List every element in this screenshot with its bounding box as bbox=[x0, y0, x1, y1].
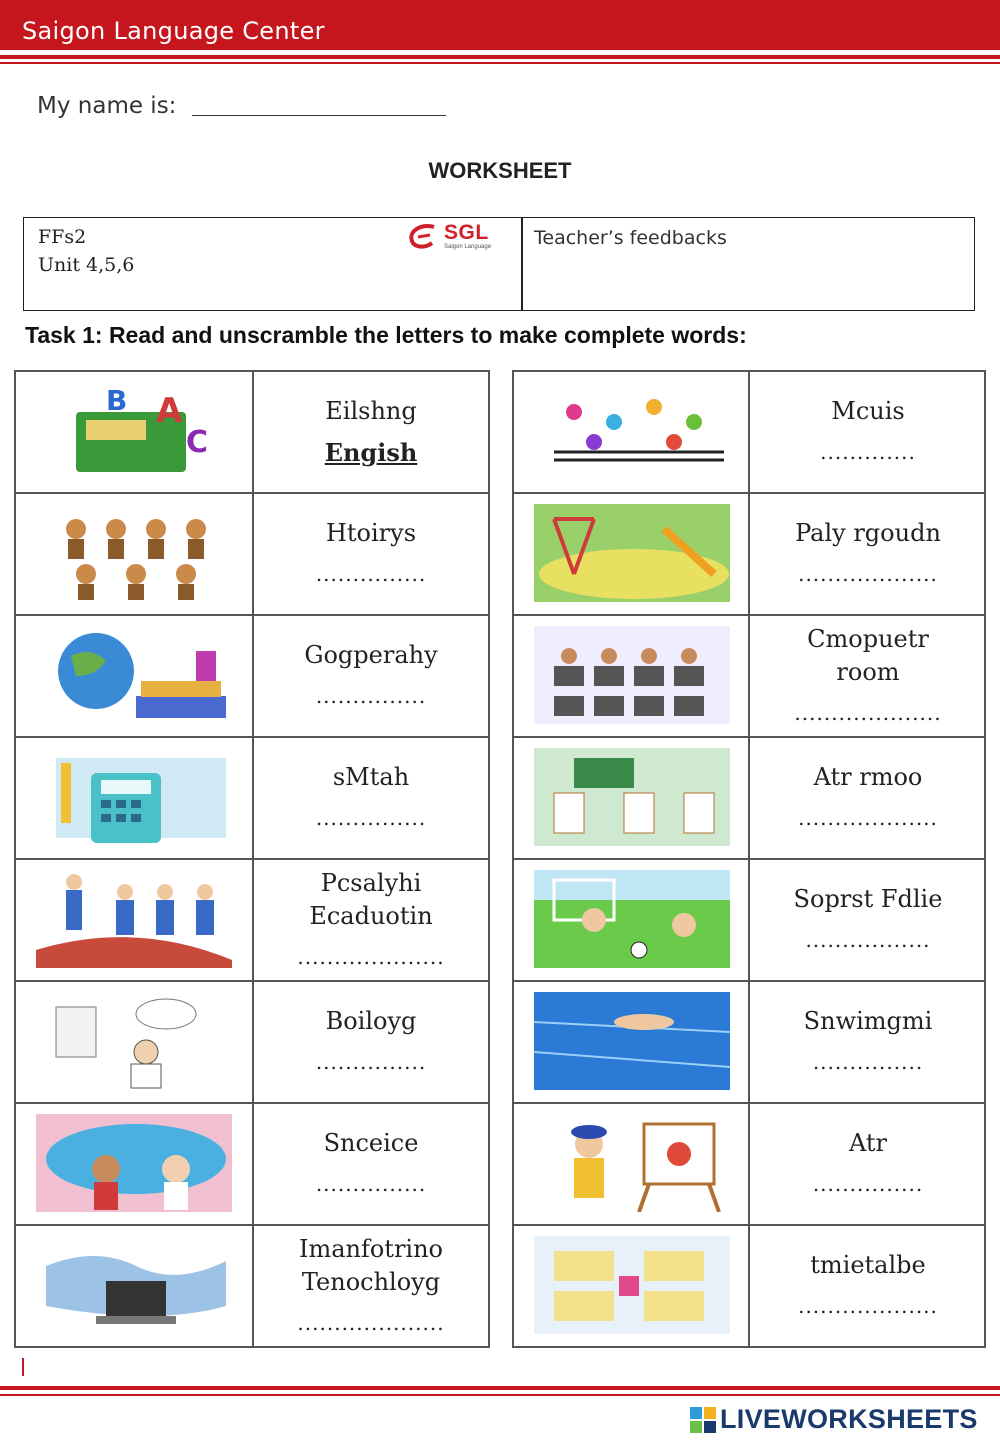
word-cell bbox=[752, 738, 984, 858]
word-cell bbox=[254, 616, 488, 736]
liveworksheets-logo-icon bbox=[690, 1407, 716, 1433]
task-row bbox=[14, 614, 490, 736]
word-cell bbox=[254, 372, 488, 492]
answer-field[interactable]: ............... bbox=[315, 562, 427, 586]
picture-cell bbox=[16, 1104, 254, 1224]
task-row bbox=[512, 1224, 986, 1348]
sports-field-icon bbox=[534, 870, 730, 968]
task-1-title: Task 1: Read and unscramble the letters to make complete words: bbox=[25, 322, 747, 348]
name-label: My name is: bbox=[37, 93, 177, 119]
picture-cell bbox=[514, 372, 750, 492]
science-kids-icon bbox=[36, 1114, 232, 1212]
painter-easel-icon bbox=[534, 1114, 730, 1212]
scrambled-word: Pcsalyhi Ecaduotin bbox=[309, 868, 433, 930]
scrambled-word: Htoirys bbox=[325, 519, 417, 547]
calculator-math-icon bbox=[36, 748, 232, 846]
footer-mark bbox=[22, 1358, 24, 1376]
course-code: FFs2 bbox=[38, 226, 87, 248]
task-row bbox=[512, 614, 986, 736]
task-row bbox=[512, 492, 986, 614]
laptop-it-icon bbox=[36, 1236, 232, 1334]
task-row bbox=[14, 858, 490, 980]
word-cell bbox=[254, 738, 488, 858]
scrambled-word: Snceice bbox=[323, 1129, 419, 1157]
scrambled-word: Gogperahy bbox=[304, 641, 438, 669]
task-row bbox=[14, 1102, 490, 1224]
task-row bbox=[512, 858, 986, 980]
task-row bbox=[14, 1224, 490, 1348]
answer-field[interactable]: ............... bbox=[812, 1050, 924, 1074]
picture-cell bbox=[16, 738, 254, 858]
teacher-feedback-label: Teacher’s feedbacks bbox=[534, 227, 727, 249]
word-cell bbox=[752, 1104, 984, 1224]
globe-geography-icon bbox=[36, 626, 232, 724]
answer-field[interactable]: ............... bbox=[315, 1172, 427, 1196]
footer-divider bbox=[0, 1386, 1000, 1390]
playground-slide-icon bbox=[534, 504, 730, 602]
word-cell bbox=[752, 494, 984, 614]
info-table bbox=[23, 217, 975, 311]
word-cell bbox=[752, 982, 984, 1102]
picture-cell bbox=[514, 1226, 750, 1346]
header-divider bbox=[0, 55, 1000, 59]
task-row bbox=[14, 370, 490, 492]
computer-room-icon bbox=[534, 626, 730, 724]
picture-cell bbox=[16, 1226, 254, 1346]
word-cell bbox=[752, 860, 984, 980]
footer-divider-thin bbox=[0, 1394, 1000, 1396]
task-row bbox=[512, 370, 986, 492]
scrambled-word: tmietalbe bbox=[810, 1251, 926, 1279]
art-room-icon bbox=[534, 748, 730, 846]
picture-cell bbox=[514, 982, 750, 1102]
worksheet-title: WORKSHEET bbox=[428, 158, 572, 183]
task-row bbox=[512, 1102, 986, 1224]
unit-label: Unit 4,5,6 bbox=[38, 254, 135, 276]
header-title: Saigon Language Center bbox=[22, 17, 325, 45]
english-book-icon bbox=[36, 382, 232, 480]
answer-field[interactable]: ................. bbox=[805, 928, 931, 952]
answer-field[interactable]: ............. bbox=[820, 440, 916, 464]
word-cell bbox=[254, 494, 488, 614]
task-row bbox=[14, 736, 490, 858]
answer-field[interactable]: ................... bbox=[798, 1294, 938, 1318]
answer-field[interactable]: ............... bbox=[812, 1172, 924, 1196]
scrambled-word: Snwimgmi bbox=[803, 1007, 933, 1035]
sgl-logo-icon bbox=[404, 221, 442, 255]
word-cell bbox=[254, 860, 488, 980]
picture-cell bbox=[16, 494, 254, 614]
picture-cell bbox=[16, 860, 254, 980]
word-cell bbox=[254, 1226, 488, 1346]
svg-text:B: B bbox=[106, 384, 128, 417]
answer-field[interactable]: .................... bbox=[297, 944, 445, 969]
scrambled-word: Atr bbox=[848, 1129, 888, 1157]
picture-cell bbox=[514, 1104, 750, 1224]
picture-cell bbox=[16, 982, 254, 1102]
picture-cell bbox=[514, 738, 750, 858]
timetable-icon bbox=[534, 1236, 730, 1334]
swimming-pool-icon bbox=[534, 992, 730, 1090]
picture-cell bbox=[16, 372, 254, 492]
header-divider-thin bbox=[0, 62, 1000, 64]
picture-cell bbox=[514, 860, 750, 980]
history-cavemen-icon bbox=[36, 504, 232, 602]
word-cell bbox=[752, 372, 984, 492]
name-input-line[interactable] bbox=[192, 115, 446, 116]
scrambled-word: Cmopuetr room bbox=[807, 624, 929, 686]
word-cell bbox=[752, 616, 984, 736]
scrambled-word: Soprst Fdlie bbox=[793, 885, 943, 913]
scrambled-word: Boiloyg bbox=[325, 1007, 417, 1035]
sgl-logo bbox=[404, 221, 504, 255]
word-cell bbox=[254, 1104, 488, 1224]
task-grid-left bbox=[14, 370, 490, 1348]
brand-text: LIVEWORKSHEETS bbox=[720, 1404, 978, 1434]
picture-cell bbox=[16, 616, 254, 736]
answer-field[interactable]: ............... bbox=[315, 806, 427, 830]
task-row bbox=[512, 736, 986, 858]
answer-field[interactable]: ................... bbox=[798, 562, 938, 586]
answer-field[interactable]: .................... bbox=[794, 700, 942, 725]
info-divider bbox=[521, 218, 523, 310]
task-grid-right bbox=[512, 370, 986, 1348]
task-row bbox=[512, 980, 986, 1102]
answer-field[interactable]: .................... bbox=[297, 1310, 445, 1335]
scrambled-word: Mcuis bbox=[831, 397, 905, 425]
answer-field[interactable]: ................... bbox=[798, 806, 938, 830]
word-cell bbox=[254, 982, 488, 1102]
scrambled-word: Paly rgoudn bbox=[795, 519, 941, 547]
scrambled-word: sMtah bbox=[332, 763, 410, 791]
scrambled-word: Atr rmoo bbox=[813, 763, 923, 791]
task-row bbox=[14, 492, 490, 614]
running-pe-icon bbox=[36, 870, 232, 968]
svg-text:A: A bbox=[156, 391, 183, 431]
logo-subtext: Saigon Language bbox=[444, 244, 492, 250]
logo-text: SGL bbox=[444, 221, 489, 244]
answer-field[interactable]: ............... bbox=[315, 684, 427, 708]
scrambled-word: Imanfotrino Tenochloyg bbox=[298, 1234, 444, 1296]
answer-field[interactable]: Engish bbox=[324, 438, 418, 467]
answer-field[interactable]: ............... bbox=[315, 1050, 427, 1074]
scrambled-word: Eilshng bbox=[325, 397, 417, 425]
task-row bbox=[14, 980, 490, 1102]
picture-cell bbox=[514, 616, 750, 736]
music-notes-icon bbox=[534, 382, 730, 480]
svg-text:C: C bbox=[186, 425, 209, 460]
biology-doctor-icon bbox=[36, 992, 232, 1090]
word-cell bbox=[752, 1226, 984, 1346]
picture-cell bbox=[514, 494, 750, 614]
